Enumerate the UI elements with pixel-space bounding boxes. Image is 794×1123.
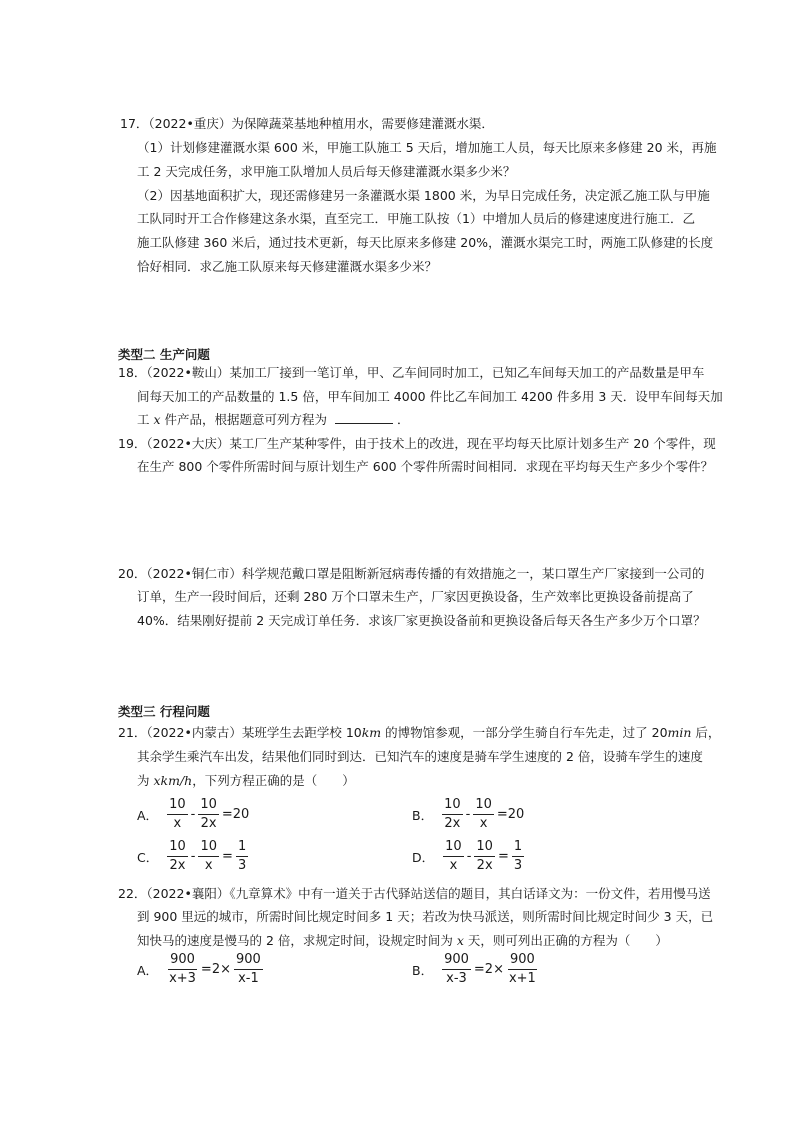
q21-line1-b: 的博物馆参观，一部分学生骑自行车先走，过了 20 <box>381 725 668 740</box>
q18-line3-c: ． <box>397 412 410 427</box>
fraction: $\frac{10}{x}$ <box>445 839 462 873</box>
option-label: B． <box>412 962 434 978</box>
q20-line2: 订单，生产一段时间后，还剩 280 万个口罩未生产，厂家因更换设备，生产效率比更换设备前提高了 <box>137 589 694 604</box>
q22-line3-b: 天，则可列出正确的方程为（ ） <box>463 933 668 948</box>
answer-blank[interactable] <box>335 411 393 424</box>
q20-line3: 40%．结果刚好提前 2 天完成订单任务．求该厂家更换设备前和更换设备后每天各生产多少万个口罩？ <box>137 613 706 628</box>
section-heading-type2: 类型二 生产问题 <box>118 347 210 362</box>
q22-line3 <box>137 932 668 950</box>
q21-line3-a: 为 <box>137 773 154 788</box>
q22-line3-a: 知快马的速度是慢马的 2 倍，求规定时间，设规定时间为 <box>137 933 457 948</box>
q22-variable: x <box>456 933 464 948</box>
q21-line1 <box>118 724 720 742</box>
option-label: A． <box>137 962 159 978</box>
q21-unit-km: km <box>361 725 382 740</box>
q21-line3 <box>137 772 355 790</box>
fraction: $\frac{900}{x-1}$ <box>235 952 261 986</box>
q18-line2: 间每天加工的产品数量的 1.5 倍，甲车间加工 4000 件比乙车间加工 4200 件多用 3 天．设甲车间每天加 <box>137 389 723 404</box>
q21-line1-c: 后， <box>691 725 721 740</box>
q18-line1: 18．（2022•鞍山）某加工厂接到一笔订单，甲、乙车间同时加工，已知乙车间每天加工的产品数量是甲车 <box>118 365 705 380</box>
option-label: C． <box>137 849 159 865</box>
fraction: $\frac{10}{2x}$ <box>476 839 493 873</box>
option-label: A． <box>137 807 159 823</box>
q21-option-a[interactable]: A． $\frac{10}{x}$ - $\frac{10}{2x}$ =20 <box>137 797 250 831</box>
q17-part2-line4: 恰好相同．求乙施工队原来每天修建灌溉水渠多少米？ <box>137 259 438 274</box>
q20-line1: 20．（2022•铜仁市）科学规范戴口罩是阻断新冠病毒传播的有效措施之一，某口罩生产厂家接到一公司的 <box>118 566 705 581</box>
q21-option-d[interactable]: D． $\frac{10}{x}$ - $\frac{10}{2x}$ = $\frac{1}{3}$ <box>412 839 523 873</box>
fraction: $\frac{10}{2x}$ <box>200 797 217 831</box>
q21-option-b[interactable]: B． $\frac{10}{2x}$ - $\frac{10}{x}$ =20 <box>412 797 525 831</box>
q21-unit-min: min <box>667 725 692 740</box>
section-heading-type3: 类型三 行程问题 <box>118 704 210 719</box>
q18-line3-b: 件产品，根据题意可列方程为 <box>160 412 331 427</box>
q21-line1-a: 21．（2022•内蒙古）某班学生去距学校 10 <box>118 725 362 740</box>
fraction: $\frac{1}{3}$ <box>237 839 247 873</box>
q17-part2-line3: 施工队修建 360 米后，通过技术更新，每天比原来多修建 20%，灌溉水渠完工时，两施工队修建的长度 <box>137 235 714 250</box>
q21-option-c[interactable]: C． $\frac{10}{2x}$ - $\frac{10}{x}$ = $\frac{1}{3}$ <box>137 839 247 873</box>
q17-part1-line1: （1）计划修建灌溉水渠 600 米，甲施工队施工 5 天后，增加施工人员，每天比原来多修建 20 米，再施 <box>137 140 717 155</box>
q21-line3-b: ，下列方程正确的是（ ） <box>192 773 355 788</box>
q17-part2-line2: 工队同时开工合作修建这条水渠，直至完工．甲施工队按（1）中增加人员后的修建速度进行施工．乙 <box>137 211 695 226</box>
q21-line2: 其余学生乘汽车出发，结果他们同时到达．已知汽车的速度是骑车学生速度的 2 倍，设骑车学生的速度 <box>137 749 703 764</box>
q17-part1-line2: 工 2 天完成任务，求甲施工队增加人员后每天修建灌溉水渠多少米？ <box>137 164 516 179</box>
q19-line2: 在生产 800 个零件所需时间与原计划生产 600 个零件所需时间相同．求现在平均每天生产多少个零件？ <box>137 459 714 474</box>
q21-variable: xkm/h <box>153 773 193 788</box>
q22-line1: 22．（2022•襄阳）《九章算术》中有一道关于古代驿站送信的题目，其白话译文为：一份文件，若用慢马送 <box>118 886 711 901</box>
fraction: $\frac{900}{x+1}$ <box>508 952 536 986</box>
fraction: $\frac{10}{x}$ <box>475 797 492 831</box>
q17-part2-line1: （2）因基地面积扩大，现还需修建另一条灌溉水渠 1800 米，为早日完成任务，决定派乙施工队与甲施 <box>137 188 710 203</box>
option-label: B． <box>412 807 434 823</box>
fraction: $\frac{10}{x}$ <box>169 797 186 831</box>
q18-line3 <box>137 411 410 429</box>
q22-line2: 到 900 里远的城市，所需时间比规定时间多 1 天；若改为快马派送，则所需时间比规定时间少 3 天，已 <box>137 909 714 924</box>
fraction: $\frac{10}{2x}$ <box>444 797 461 831</box>
q22-option-a[interactable]: A． $\frac{900}{x+3}$ =2× $\frac{900}{x-1}$ <box>137 952 261 986</box>
fraction: $\frac{10}{2x}$ <box>169 839 186 873</box>
q17-stem: 17．（2022•重庆）为保障蔬菜基地种植用水，需要修建灌溉水渠． <box>120 116 494 131</box>
fraction: $\frac{900}{x+3}$ <box>169 952 196 986</box>
q18-line3-a: 工 <box>137 412 154 427</box>
q18-variable: x <box>153 412 161 427</box>
fraction: $\frac{1}{3}$ <box>513 839 523 873</box>
option-label: D． <box>412 849 435 865</box>
fraction: $\frac{900}{x-3}$ <box>444 952 469 986</box>
q19-line1: 19．（2022•大庆）某工厂生产某种零件，由于技术上的改进，现在平均每天比原计划多生产 20 个零件，现 <box>118 436 716 451</box>
q22-option-b[interactable]: B． $\frac{900}{x-3}$ =2× $\frac{900}{x+1}$ <box>412 952 536 986</box>
fraction: $\frac{10}{x}$ <box>200 839 218 873</box>
